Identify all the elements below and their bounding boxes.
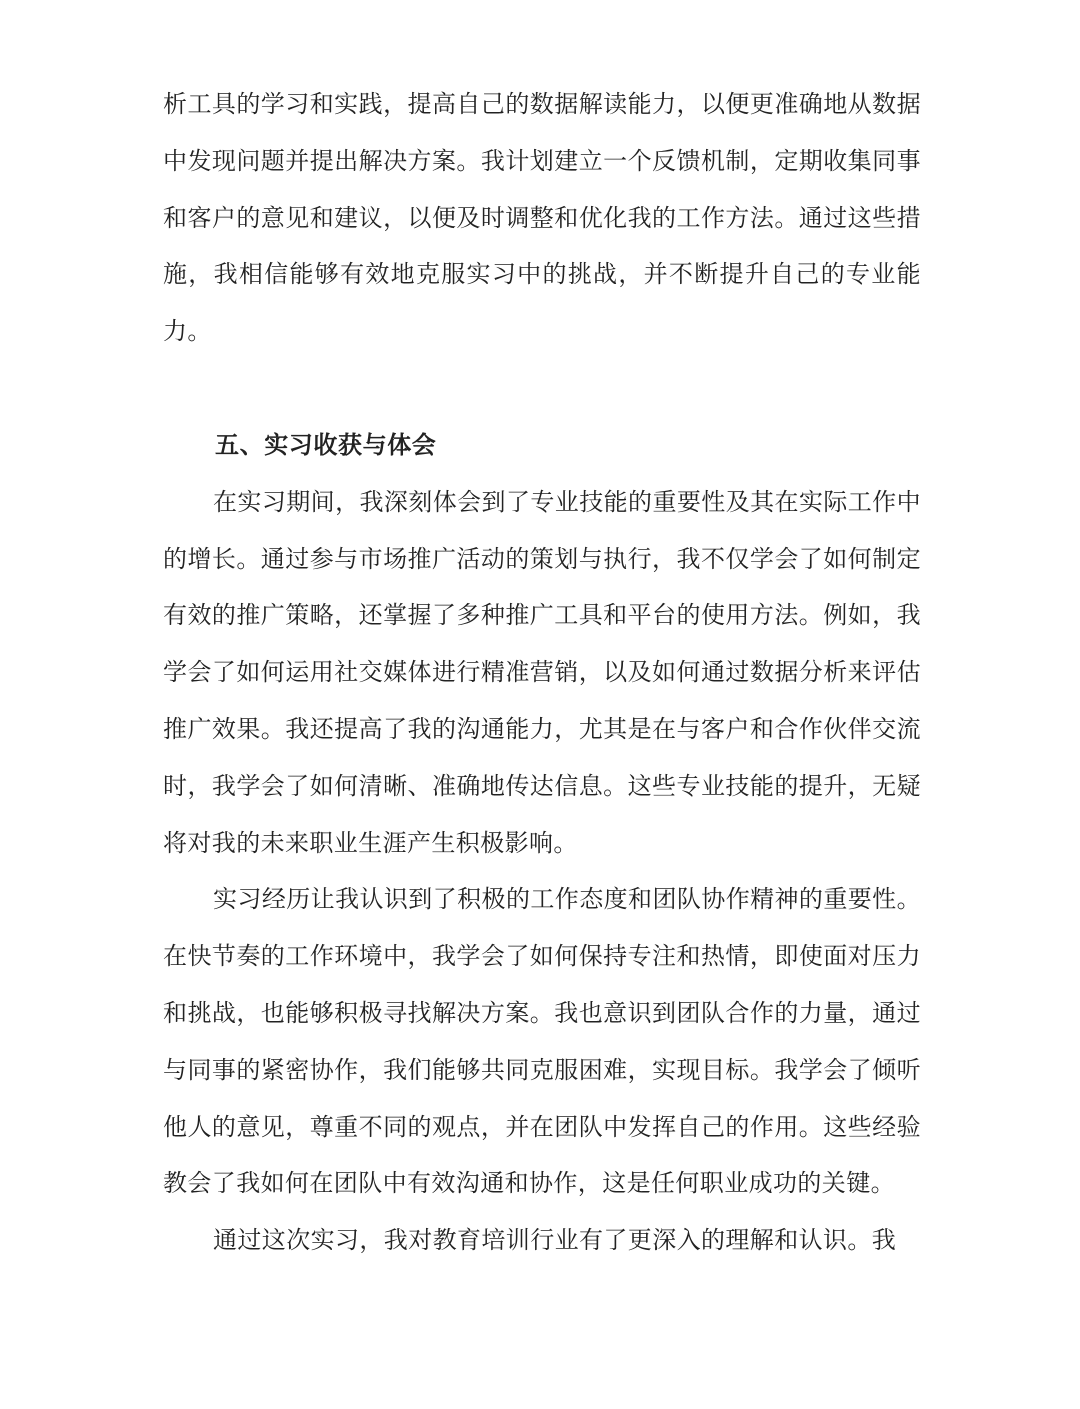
section-spacer [163, 360, 921, 417]
document-body [163, 76, 921, 1269]
paragraph-skills: 在实习期间，我深刻体会到了专业技能的重要性及其在实际工作中的增长。通过参与市场推广活动的策划与执行，我不仅学会了如何制定有效的推广策略，还掌握了多种推广工具和平台的使用方法。例如，我学会了如何运用社交媒体进行精准营销，以及如何通过数据分析来评估推广效果。我还提高了我的沟通能力，尤其是在与客户和合作伙伴交流时，我学会了如何清晰、准确地传达信息。这些专业技能的提升，无疑将对我的未来职业生涯产生积极影响。 [163, 487, 921, 857]
paragraph-teamwork: 实习经历让我认识到了积极的工作态度和团队协作精神的重要性。在快节奏的工作环境中，我学会了如何保持专注和热情，即使面对压力和挑战，也能够积极寻找解决方案。我也意识到团队合作的力量，通过与同事的紧密协作，我们能够共同克服困难，实现目标。我学会了倾听他人的意见，尊重不同的观点，并在团队中发挥自己的作用。这些经验教会了我如何在团队中有效沟通和协作，这是任何职业成功的关键。 [163, 885, 921, 1198]
paragraph-industry: 通过这次实习，我对教育培训行业有了更深入的理解和认识。我 [213, 1226, 897, 1255]
section-heading: 五、实习收获与体会 [215, 429, 437, 459]
continued-paragraph: 析工具的学习和实践，提高自己的数据解读能力，以便更准确地从数据中发现问题并提出解决方案。我计划建立一个反馈机制，定期收集同事和客户的意见和建议，以便及时调整和优化我的工作方法。通过这些措施，我相信能够有效地克服实习中的挑战，并不断提升自己的专业能力。 [163, 90, 921, 346]
